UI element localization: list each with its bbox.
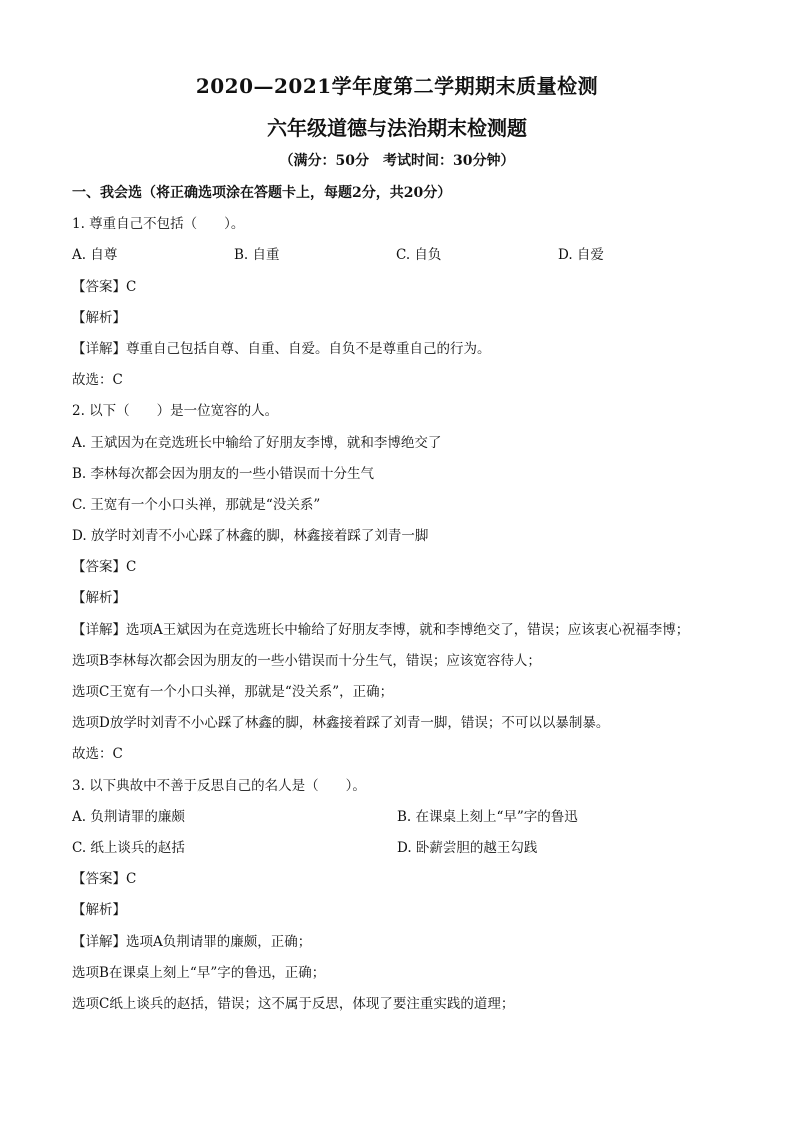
q1-option-d: D. 自爱: [558, 247, 604, 264]
exam-title: 2020—2021学年度第二学期期末质量检测: [195, 74, 599, 98]
q2-option-a: A. 王斌因为在竞选班长中输给了好朋友李博，就和李博绝交了: [72, 434, 442, 451]
q1-analysis: 【解析】: [72, 309, 126, 326]
q2-conclusion: 故选：C: [72, 746, 123, 763]
q3-detail-line: 选项C纸上谈兵的赵括，错误；这不属于反思，体现了要注重实践的道理；: [72, 995, 515, 1012]
q3-options-row2: [72, 833, 722, 864]
q3-option-d: D. 卧薪尝胆的越王勾践: [397, 839, 538, 856]
q2-detail-line: 【详解】选项A王斌因为在竞选班长中输给了好朋友李博，就和李博绝交了，错误；应该衷心祝福李博；: [72, 621, 690, 638]
q3-detail-line: 选项B在课桌上刻上“早”字的鲁迅，正确；: [72, 964, 326, 981]
q2-answer: 【答案】C: [72, 559, 137, 576]
q2-option-d: D. 放学时刘青不小心踩了林鑫的脚，林鑫接着踩了刘青一脚: [72, 528, 429, 545]
q3-analysis: 【解析】: [72, 902, 126, 919]
q2-option-b: B. 李林每次都会因为朋友的一些小错误而十分生气: [72, 465, 375, 482]
q1-detail: 【详解】尊重自己包括自尊、自重、自爱。自负不是尊重自己的行为。: [72, 340, 491, 357]
q3-detail-line: 【详解】选项A负荆请罪的廉颇，正确；: [72, 933, 312, 950]
q2-stem: 2. 以下（ ）是一位宽容的人。: [72, 403, 279, 420]
q1-options: [72, 240, 722, 271]
q3-option-b: B. 在课桌上刻上“早”字的鲁迅: [397, 808, 578, 825]
q3-option-c: C. 纸上谈兵的赵括: [72, 839, 185, 856]
section-heading: 一、我会选（将正确选项涂在答题卡上，每题2分，共20分）: [72, 185, 452, 201]
q1-conclusion: 故选：C: [72, 372, 123, 389]
q2-detail-line: 选项B李林每次都会因为朋友的一些小错误而十分生气，错误；应该宽容待人；: [72, 652, 541, 669]
exam-score-time: （满分：50分 考试时间：30分钟）: [279, 153, 515, 169]
q1-answer: 【答案】C: [72, 278, 137, 295]
q1-option-b: B. 自重: [234, 247, 280, 264]
exam-content: [72, 178, 722, 1020]
exam-subtitle-title: 六年级道德与法治期末检测题: [267, 116, 527, 140]
q2-detail-line: 选项C王宽有一个小口头禅，那就是“没关系”，正确；: [72, 684, 394, 700]
q3-options-row1: [72, 802, 722, 833]
q2-analysis: 【解析】: [72, 590, 126, 607]
q1-option-c: C. 自负: [396, 247, 442, 264]
q2-detail-line: 选项D放学时刘青不小心踩了林鑫的脚，林鑫接着踩了刘青一脚，错误；不可以以暴制暴。: [72, 715, 610, 732]
q1-stem: 1. 尊重自己不包括（ ）。: [72, 216, 245, 233]
q3-option-a: A. 负荆请罪的廉颇: [72, 808, 185, 825]
q3-stem: 3. 以下典故中不善于反思自己的名人是（ ）。: [72, 777, 366, 794]
q3-answer: 【答案】C: [72, 871, 137, 888]
q1-option-a: A. 自尊: [72, 247, 118, 264]
q2-option-c: C. 王宽有一个小口头禅，那就是“没关系”: [72, 496, 321, 513]
